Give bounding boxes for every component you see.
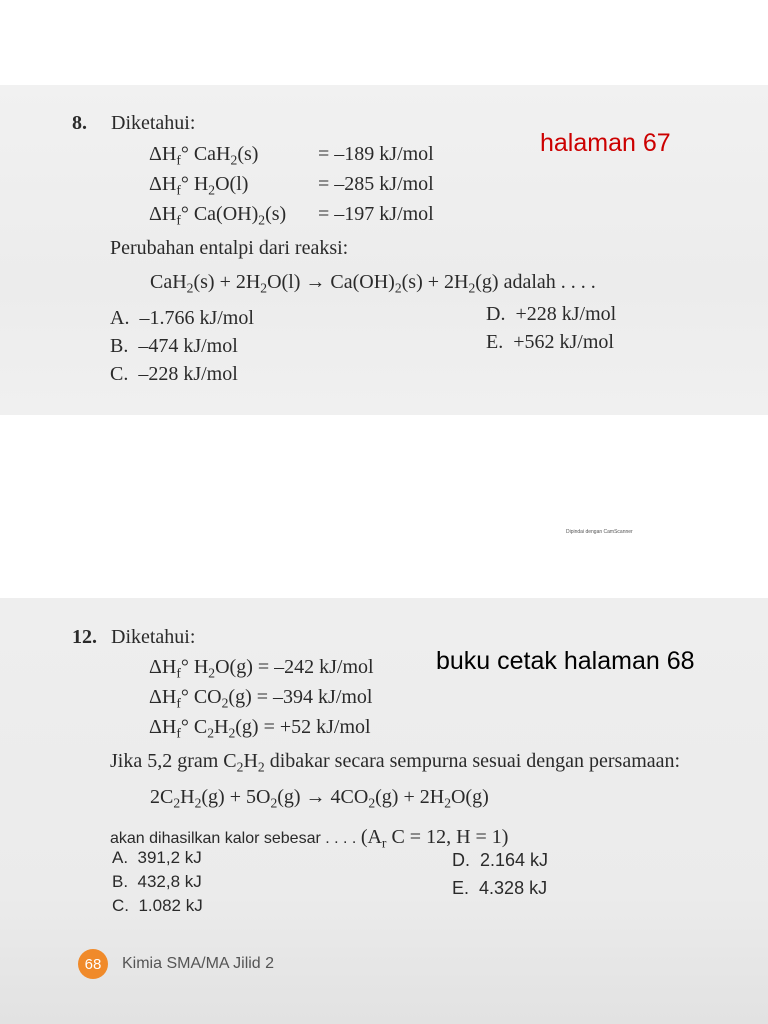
annotation-page-68: buku cetak halaman 68 [436,647,695,675]
option-e: E. +562 kJ/mol [486,331,614,353]
enthalpy-value: = –285 kJ/mol [318,173,434,195]
enthalpy-value: = –197 kJ/mol [318,203,434,225]
question-text: Perubahan entalpi dari reaksi: [110,237,349,259]
scanner-watermark: Dipindai dengan CamScanner [566,529,633,535]
option-e: E. 4.328 kJ [452,878,548,898]
option-a: A. –1.766 kJ/mol [110,307,254,329]
combustion-equation: $2C_2H_2(g) + 5O_2(g) \to 4CO_2(g) + 2H_2O(g)$ [150,786,489,811]
question-text: Jika 5,2 gram $C_2H_2$ dibakar secara sempurna sesuai dengan persamaan: [110,750,681,775]
option-c: C. –228 kJ/mol [110,363,238,385]
heat-question: akan dihasilkan kalor sebesar . . . . ($A_r$ C = 12, H = 1) [110,826,509,851]
option-d: D. 2.164 kJ [452,850,549,870]
enthalpy-row: $\Delta H_f^\circ$ $H_2O(g) = -242$ kJ/mol [149,656,374,681]
enthalpy-row: $\Delta H_f^\circ$ $H_2O(l)$ [149,173,249,198]
question-number: 8. [72,112,87,134]
page-number-badge: 68 [78,949,108,979]
enthalpy-row: $\Delta H_f^\circ$ CaH$_2$(s) [149,143,259,168]
option-b: B. –474 kJ/mol [110,335,238,357]
question-number: 12. [72,626,97,648]
option-a: A. 391,2 kJ [112,848,202,867]
enthalpy-value: = –189 kJ/mol [318,143,434,165]
option-d: D. +228 kJ/mol [486,303,617,325]
option-c: C. 1.082 kJ [112,896,203,915]
enthalpy-row: $\Delta H_f^\circ$ $Ca(OH)_2(s)$ [149,203,287,228]
annotation-page-67: halaman 67 [540,129,671,157]
enthalpy-row: $\Delta H_f^\circ$ $CO_2(g) = -394$ kJ/mol [149,686,373,711]
reaction-equation: $CaH_2(s) + 2H_2O(l) \to Ca(OH)_2(s) + 2H_2(g)$ adalah . . . . [150,271,596,296]
given-label: Diketahui: [111,626,196,648]
enthalpy-row: $\Delta H_f^\circ$ $C_2H_2(g) = +52$ kJ/mol [149,716,371,741]
book-title: Kimia SMA/MA Jilid 2 [122,955,275,972]
option-b: B. 432,8 kJ [112,872,202,891]
given-label: Diketahui: [111,112,196,134]
